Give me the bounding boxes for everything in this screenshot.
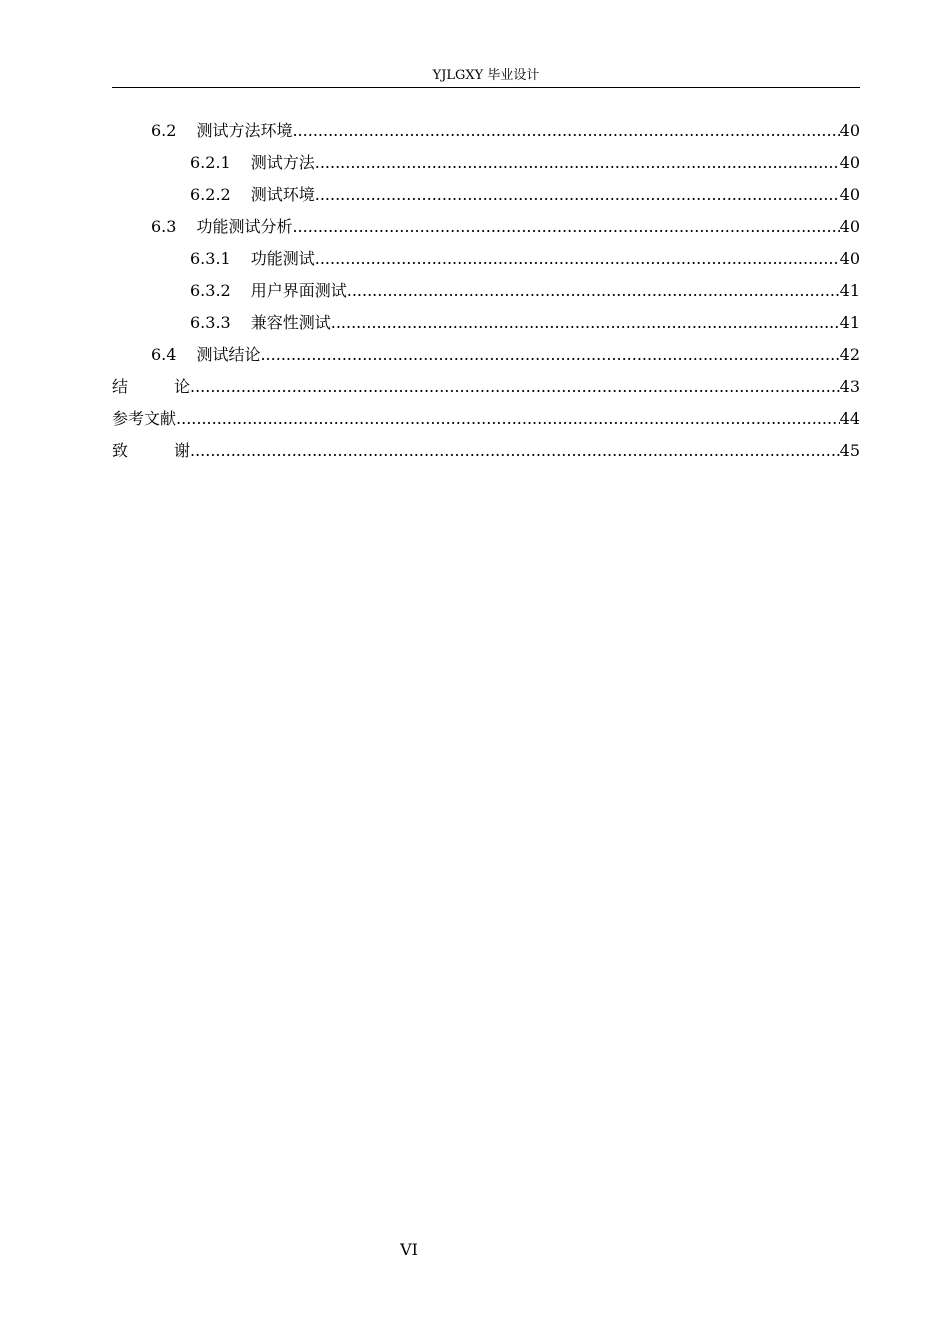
toc-title-char: 论 [173, 377, 190, 396]
toc-entry-page: 42 [839, 345, 860, 364]
toc-entry-page: 40 [839, 249, 860, 268]
toc-entry-title: 测试方法 [250, 153, 315, 172]
toc-entry-title: 测试环境 [250, 185, 315, 204]
toc-entry-title: 功能测试 [250, 249, 315, 268]
toc-entry[interactable] [112, 243, 860, 275]
toc-entry-page: 40 [839, 153, 860, 172]
toc-entry-page: 45 [839, 441, 860, 460]
toc-entry-conclusion[interactable] [112, 371, 860, 403]
toc-entry-title: 兼容性测试 [250, 313, 331, 332]
page-number: VI [400, 1240, 418, 1259]
page-header [112, 66, 860, 88]
toc-title-char: 结 [112, 377, 129, 396]
toc-entry[interactable] [112, 147, 860, 179]
toc-entry-number: 6.3 [151, 217, 177, 236]
toc-entry-title: 用户界面测试 [250, 281, 347, 300]
toc-dot-leader [292, 211, 839, 243]
toc-dot-leader [176, 403, 840, 435]
toc-entry-title [112, 435, 190, 467]
toc-entry-number: 6.3.1 [190, 249, 231, 268]
toc-dot-leader [315, 243, 840, 275]
toc-dot-leader [190, 435, 840, 467]
toc-entry-title [112, 371, 190, 403]
toc-entry-title: 功能测试分析 [196, 217, 293, 236]
toc-dot-leader [190, 371, 840, 403]
toc-entry[interactable] [112, 115, 860, 147]
toc-dot-leader [347, 275, 840, 307]
toc-entry-number: 6.2.1 [190, 153, 231, 172]
toc-entry-page: 41 [839, 281, 860, 300]
toc-dot-leader [315, 147, 840, 179]
toc-dot-leader [260, 339, 839, 371]
toc-entry-references[interactable] [112, 403, 860, 435]
toc-entry-title: 参考文献 [112, 409, 177, 428]
toc-entry[interactable] [112, 307, 860, 339]
toc-entry-page: 41 [839, 313, 860, 332]
toc-entry-page: 40 [839, 121, 860, 140]
toc-dot-leader [292, 115, 839, 147]
toc-entry[interactable] [112, 275, 860, 307]
header-title: YJLGXY 毕业设计 [432, 68, 540, 83]
table-of-contents [112, 115, 860, 467]
toc-entry[interactable] [112, 339, 860, 371]
toc-entry-number: 6.3.2 [190, 281, 231, 300]
page-footer [0, 1240, 818, 1259]
toc-dot-leader [315, 179, 840, 211]
toc-entry[interactable] [112, 211, 860, 243]
toc-title-char: 致 [112, 441, 129, 460]
toc-entry-page: 40 [839, 217, 860, 236]
toc-entry-acknowledgements[interactable] [112, 435, 860, 467]
toc-entry-page: 43 [839, 377, 860, 396]
toc-entry-title: 测试方法环境 [196, 121, 293, 140]
toc-entry[interactable] [112, 179, 860, 211]
toc-entry-page: 40 [839, 185, 860, 204]
toc-entry-number: 6.4 [151, 345, 177, 364]
toc-entry-title: 测试结论 [196, 345, 261, 364]
toc-entry-number: 6.2 [151, 121, 177, 140]
toc-dot-leader [331, 307, 840, 339]
toc-entry-number: 6.2.2 [190, 185, 231, 204]
toc-entry-page: 44 [839, 409, 860, 428]
toc-entry-number: 6.3.3 [190, 313, 231, 332]
toc-title-char: 谢 [173, 441, 190, 460]
